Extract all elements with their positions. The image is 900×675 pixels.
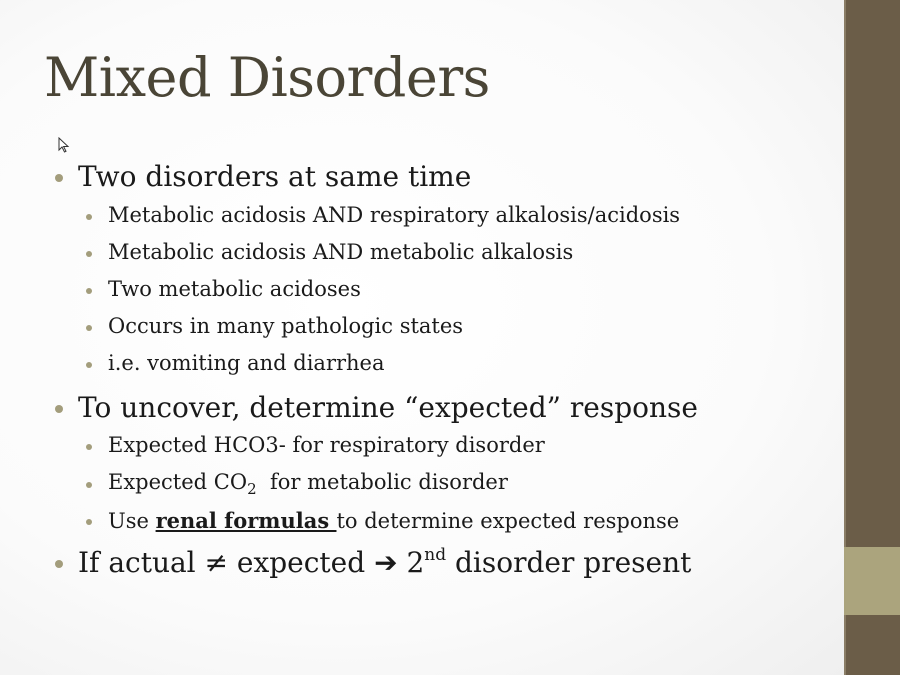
disorder-present-text: disorder present bbox=[446, 546, 692, 579]
bullet-two-disorders: Two disorders at same time bbox=[78, 160, 472, 193]
sub-bullet-marker bbox=[86, 288, 92, 294]
slide-title: Mixed Disorders bbox=[44, 46, 490, 109]
sub-bullet-marker bbox=[86, 519, 92, 525]
sub-bullet-metabolic-respiratory: Metabolic acidosis AND respiratory alkalosis/acidosis bbox=[108, 203, 681, 227]
sub-bullet-marker bbox=[86, 214, 92, 220]
sub-bullet-vomiting-diarrhea: i.e. vomiting and diarrhea bbox=[108, 351, 385, 375]
mouse-pointer-icon bbox=[58, 137, 70, 153]
sub-bullet-expected-co2 bbox=[108, 470, 508, 498]
bullet-marker bbox=[55, 405, 63, 413]
sub-bullet-marker bbox=[86, 325, 92, 331]
expected-co2-rest: for metabolic disorder bbox=[256, 470, 508, 494]
if-actual-text: If actual ≠ expected bbox=[78, 546, 375, 579]
nd-superscript: nd bbox=[424, 545, 447, 565]
use-text: Use bbox=[108, 509, 156, 533]
bullet-if-actual bbox=[78, 545, 691, 579]
sub-bullet-metabolic-metabolic: Metabolic acidosis AND metabolic alkalosis bbox=[108, 240, 574, 264]
bullet-marker bbox=[55, 174, 63, 182]
sub-bullet-marker bbox=[86, 482, 92, 488]
expected-co2-text: Expected CO bbox=[108, 470, 248, 494]
co2-subscript: 2 bbox=[247, 480, 257, 498]
bullet-marker bbox=[55, 560, 63, 568]
arrow-right-icon: ➔ bbox=[374, 546, 398, 579]
bullet-to-uncover: To uncover, determine “expected” response bbox=[78, 391, 698, 424]
sidebar-accent-block bbox=[844, 547, 900, 615]
sub-bullet-marker bbox=[86, 362, 92, 368]
renal-formulas-rest: to determine expected response bbox=[336, 509, 680, 533]
sub-bullet-pathologic-states: Occurs in many pathologic states bbox=[108, 314, 464, 338]
sub-bullet-renal-formulas bbox=[108, 508, 679, 533]
second-number: 2 bbox=[397, 546, 425, 579]
renal-formulas-emphasis: renal formulas bbox=[155, 508, 337, 533]
sub-bullet-marker bbox=[86, 251, 92, 257]
slide-sidebar bbox=[844, 0, 900, 675]
sub-bullet-marker bbox=[86, 444, 92, 450]
sub-bullet-expected-hco3: Expected HCO3- for respiratory disorder bbox=[108, 433, 545, 457]
sub-bullet-two-acidoses: Two metabolic acidoses bbox=[108, 277, 361, 301]
